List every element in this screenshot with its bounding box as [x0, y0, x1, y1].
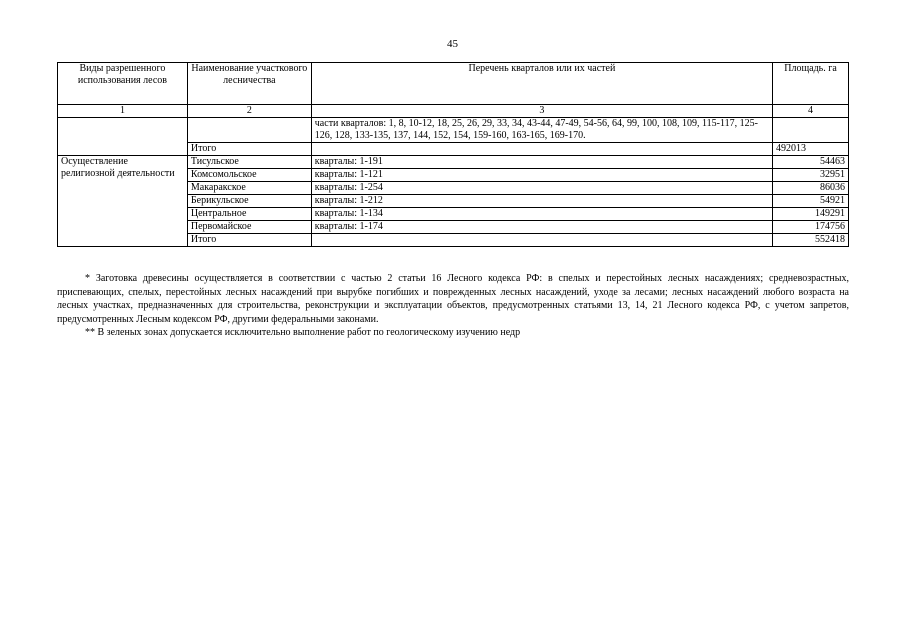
footnote-timber-harvest: * Заготовка древесины осуществляется в соответствии с частью 2 статьи 16 Лесного кодекса РФ: в спелых и перестойных лесных насаждениях; средневозрастных, приспевающих, спелых, перестойных лесных насаждений при вырубке погибших и поврежденных лесных насаждений, уходе за лесами; лесных насаждений любого возраста на лесных участках, предназначенных для строительства, реконструкции и эксплуатации объектов, предусмотренных статьями 13, 14, 21 Лесного кодекса РФ, с учетом запретов, предусмотренных Лесным кодексом РФ, другими федеральными законами. [57, 273, 849, 325]
quarters-cell: кварталы: 1-134 [311, 208, 772, 221]
forest-use-table [57, 62, 849, 247]
purpose-cell: Осуществление религиозной деятельности [58, 156, 188, 247]
quarters-cell: кварталы: 1-212 [311, 195, 772, 208]
quarters-cell: кварталы: 1-174 [311, 221, 772, 234]
page-number: 45 [447, 38, 458, 50]
area-cell: 54921 [773, 195, 849, 208]
column-number: 3 [311, 105, 772, 118]
quarters-cell: кварталы: 1-121 [311, 169, 772, 182]
total-area: 492013 [773, 143, 849, 156]
area-cell [773, 118, 849, 143]
quarters-cell [311, 143, 772, 156]
area-cell: 54463 [773, 156, 849, 169]
area-cell: 32951 [773, 169, 849, 182]
header-purpose: Виды разрешенного использования лесов [58, 63, 188, 105]
column-number: 2 [187, 105, 311, 118]
area-cell: 149291 [773, 208, 849, 221]
forestry-cell: Тисульское [187, 156, 311, 169]
quarters-cell: кварталы: 1-254 [311, 182, 772, 195]
total-label: Итого [187, 234, 311, 247]
area-cell: 86036 [773, 182, 849, 195]
quarters-cell: кварталы: 1-191 [311, 156, 772, 169]
forestry-cell: Центральное [187, 208, 311, 221]
forestry-cell: Макаракское [187, 182, 311, 195]
forestry-cell [187, 118, 311, 143]
header-area: Площадь. га [773, 63, 849, 105]
column-number: 1 [58, 105, 188, 118]
total-label: Итого [187, 143, 311, 156]
purpose-cell-continued [58, 118, 188, 156]
area-cell: 174756 [773, 221, 849, 234]
header-row [58, 63, 849, 105]
header-quarters: Перечень кварталов или их частей [311, 63, 772, 105]
footnote-green-zones: ** В зеленых зонах допускается исключительно выполнение работ по геологическому изучению недр [85, 327, 521, 338]
header-forestry: Наименование участкового лесничества [187, 63, 311, 105]
forestry-cell: Берикульское [187, 195, 311, 208]
table-row [58, 156, 849, 169]
column-number: 4 [773, 105, 849, 118]
table-row [58, 118, 849, 143]
footnotes [57, 272, 849, 340]
forestry-cell: Первомайское [187, 221, 311, 234]
quarters-cell [311, 234, 772, 247]
forestry-cell: Комсомольское [187, 169, 311, 182]
column-number-row [58, 105, 849, 118]
quarters-cell: части кварталов: 1, 8, 10-12, 18, 25, 26, 29, 33, 34, 43-44, 47-49, 54-56, 64, 99, 100, 108, 109, 115-117, 125-126, 128, 133-135, 137, 144, 152, 154, 159-160, 163-165, 169-170. [311, 118, 772, 143]
total-area: 552418 [773, 234, 849, 247]
